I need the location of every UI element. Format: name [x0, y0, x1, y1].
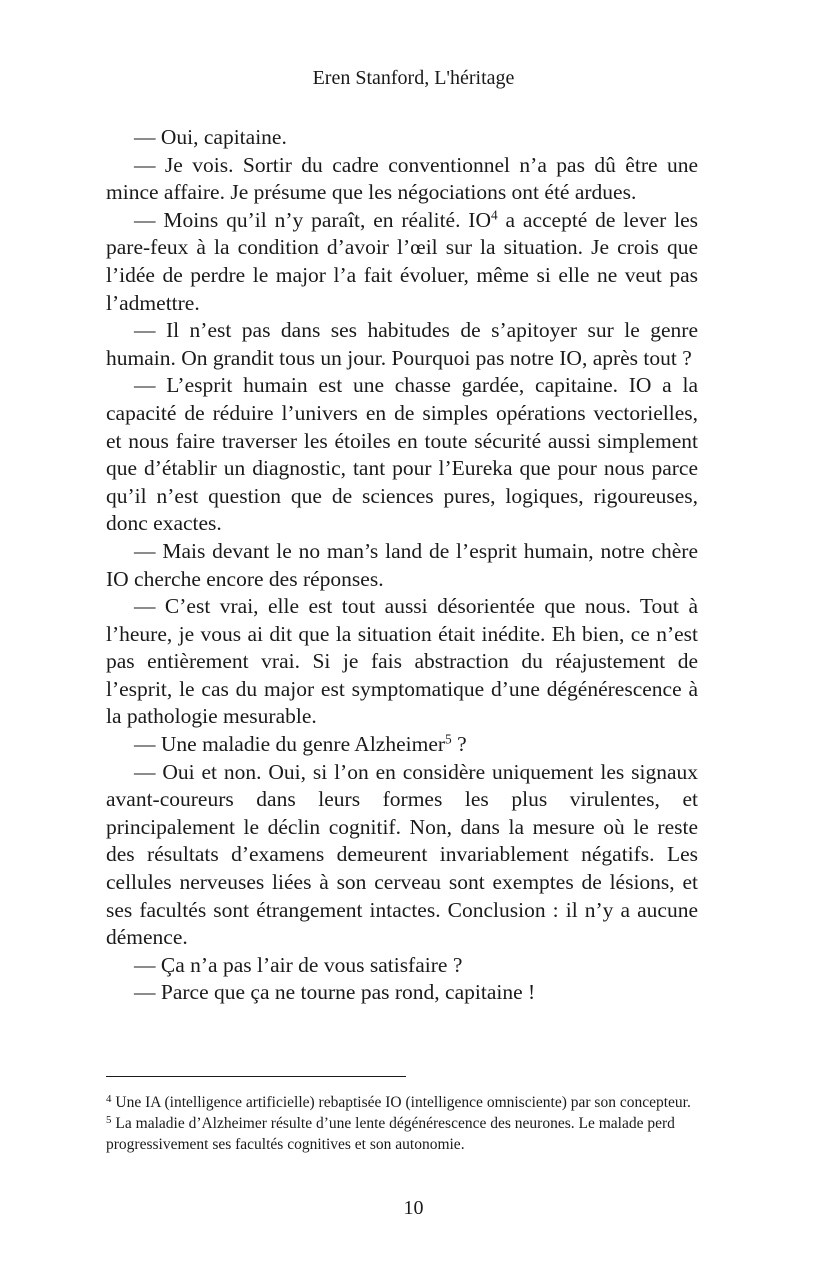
- dialogue-paragraph: — Ça n’a pas l’air de vous satisfaire ?: [134, 952, 463, 977]
- dialogue-paragraph: [106, 731, 698, 759]
- dialogue-paragraph: — Mais devant le no man’s land de l’esprit humain, notre chère IO cherche encore des réponses.: [106, 538, 698, 591]
- dialogue-paragraph: — C’est vrai, elle est tout aussi désorientée que nous. Tout à l’heure, je vous ai dit que la situation était inédite. Eh bien, ce n’est pas entièrement vrai. Si je fais abstraction du réajustement de l’esprit, le cas du major est symptomatique d’une dégénérescence à la pathologie mesurable.: [106, 594, 698, 729]
- footnote-reference[interactable]: 5: [445, 731, 452, 747]
- dialogue-paragraph: — Il n’est pas dans ses habitudes de s’apitoyer sur le genre humain. On grandit tous un jour. Pourquoi pas notre IO, après tout ?: [106, 318, 698, 370]
- dialogue-paragraph: — Oui et non. Oui, si l’on en considère uniquement les signaux avant-coureurs dans leurs formes les plus virulentes, et principalement le déclin cognitif. Non, dans la mesure où le reste des résultats d’examens demeurent invariablement négatifs. Les cellules nerveuses liées à son cerveau sont exemptes de lésions, et ses facultés sont étrangement intactes. Conclusion : il n’y a aucune démence.: [106, 759, 698, 950]
- dialogue-paragraph: [106, 207, 698, 317]
- footnote: [106, 1092, 702, 1113]
- paragraph-text: a accepté de lever les pare-feux à la condition d’avoir l’œil sur la situation. Je crois que l’idée de perdre le major l’a fait évoluer, même si elle ne veut pas l’admettre.: [106, 207, 699, 315]
- footnote-number: 4: [106, 1092, 112, 1105]
- running-header: Eren Stanford, L'héritage: [312, 67, 515, 89]
- footnote-reference[interactable]: 4: [491, 207, 498, 223]
- footnotes: [106, 1092, 702, 1155]
- dialogue-paragraph: — Parce que ça ne tourne pas rond, capitaine !: [134, 980, 536, 1005]
- footnote-text: La maladie d’Alzheimer résulte d’une lente dégénérescence des neurones. Le malade perd progressivement ses facultés cognitives et son autonomie.: [106, 1115, 675, 1153]
- dialogue-paragraph: — Oui, capitaine.: [134, 125, 287, 149]
- paragraph-text: — Moins qu’il n’y paraît, en réalité. IO: [134, 207, 491, 232]
- footnote-number: 5: [106, 1113, 112, 1126]
- footnote: [106, 1113, 702, 1155]
- dialogue-paragraph: — L’esprit humain est une chasse gardée, capitaine. IO a la capacité de réduire l’univers en de simples opérations vectorielles, et nous faire traverser les étoiles en toute sécurité aussi simplement que d’établir un diagnostic, tant pour l’Eureka que pour nous parce qu’il n’est question que de sciences pures, logiques, rigoureuses, donc exactes.: [106, 373, 698, 536]
- paragraph-text: — Une maladie du genre Alzheimer: [134, 732, 446, 757]
- dialogue-paragraph: — Je vois. Sortir du cadre conventionnel n’a pas dû être une mince affaire. Je présume que les négociations ont été ardues.: [106, 152, 698, 205]
- footnote-text: Une IA (intelligence artificielle) rebaptisée IO (intelligence omnisciente) par son concepteur.: [115, 1094, 691, 1111]
- body-text: [106, 124, 698, 1007]
- footnote-separator: [106, 1076, 406, 1077]
- page-number: 10: [403, 1197, 424, 1219]
- paragraph-text: ?: [451, 732, 467, 757]
